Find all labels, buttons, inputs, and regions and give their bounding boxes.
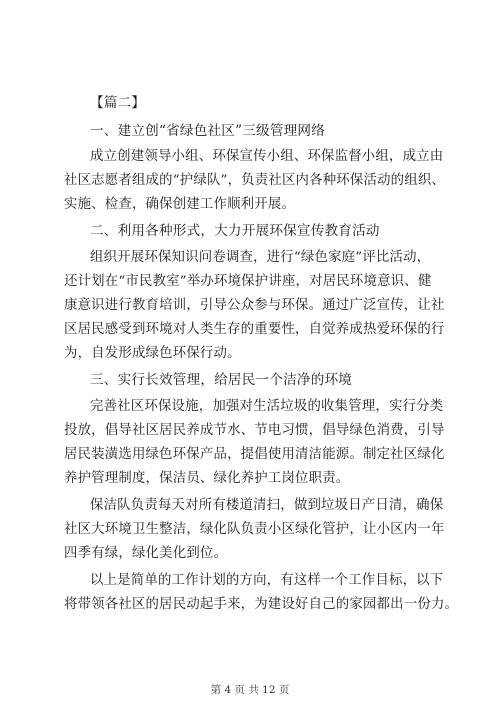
paragraph-line: 康意识进行教育培训，引导公众参与环保。通过广泛宣传，让社 bbox=[64, 298, 445, 313]
paragraph-line: 将带领各社区的居民动起手来，为建设好自己的家园都出一份力。 bbox=[64, 597, 459, 612]
paragraph-line: 还计划在“市民教室”举办环境保护讲座，对居民环境意识、健 bbox=[64, 274, 432, 289]
paragraph-line: 社区大环境卫生整洁，绿化队负责小区绿化管护，让小区内一年 bbox=[64, 522, 445, 537]
heading-2: 二、利用各种形式，大力开展环保宣传教育活动 bbox=[90, 223, 380, 239]
paragraph-line: 为，自发形成绿色环保行动。 bbox=[64, 346, 241, 361]
paragraph-line: 完善社区环保设施，加强对生活垃圾的收集管理，实行分类 bbox=[90, 399, 444, 414]
paragraph-line: 四季有绿，绿化美化到位。 bbox=[64, 546, 228, 561]
paragraph-line: 保洁队负责每天对所有楼道清扫，做到垃圾日产日清，确保 bbox=[90, 498, 444, 513]
paragraph-line: 实施、检查，确保创建工作顺利开展。 bbox=[64, 197, 296, 212]
paragraph-line: 以上是简单的工作计划的方向，有这样一个工作目标，以下 bbox=[90, 573, 444, 588]
paragraph-line: 投放，倡导社区居民养成节水、节电习惯，倡导绿色消费，引导 bbox=[64, 423, 445, 438]
page-footer: 第 4 页 共 12 页 bbox=[210, 684, 290, 696]
heading-1: 一、建立创“省绿色社区”三级管理网络 bbox=[90, 123, 325, 139]
paragraph-line: 区居民感受到环境对人类生存的重要性，自觉养成热爱环保的行 bbox=[64, 322, 445, 337]
paragraph-line: 组织开展环保知识问卷调查，进行“绿色家庭”评比活动， bbox=[90, 250, 431, 265]
section-label: 【篇二】 bbox=[90, 95, 146, 111]
paragraph-line: 居民装潢选用绿色环保产品，提倡使用清洁能源。制定社区绿化 bbox=[64, 447, 445, 462]
paragraph-line: 社区志愿者组成的“护绿队”，负责社区内各种环保活动的组织、 bbox=[64, 173, 446, 188]
paragraph-line: 成立创建领导小组、环保宣传小组、环保监督小组，成立由 bbox=[90, 149, 444, 164]
heading-3: 三、实行长效管理，给居民一个洁净的环境 bbox=[90, 372, 353, 388]
paragraph-line: 养护管理制度，保洁员、绿化养护工岗位职责。 bbox=[64, 471, 350, 486]
